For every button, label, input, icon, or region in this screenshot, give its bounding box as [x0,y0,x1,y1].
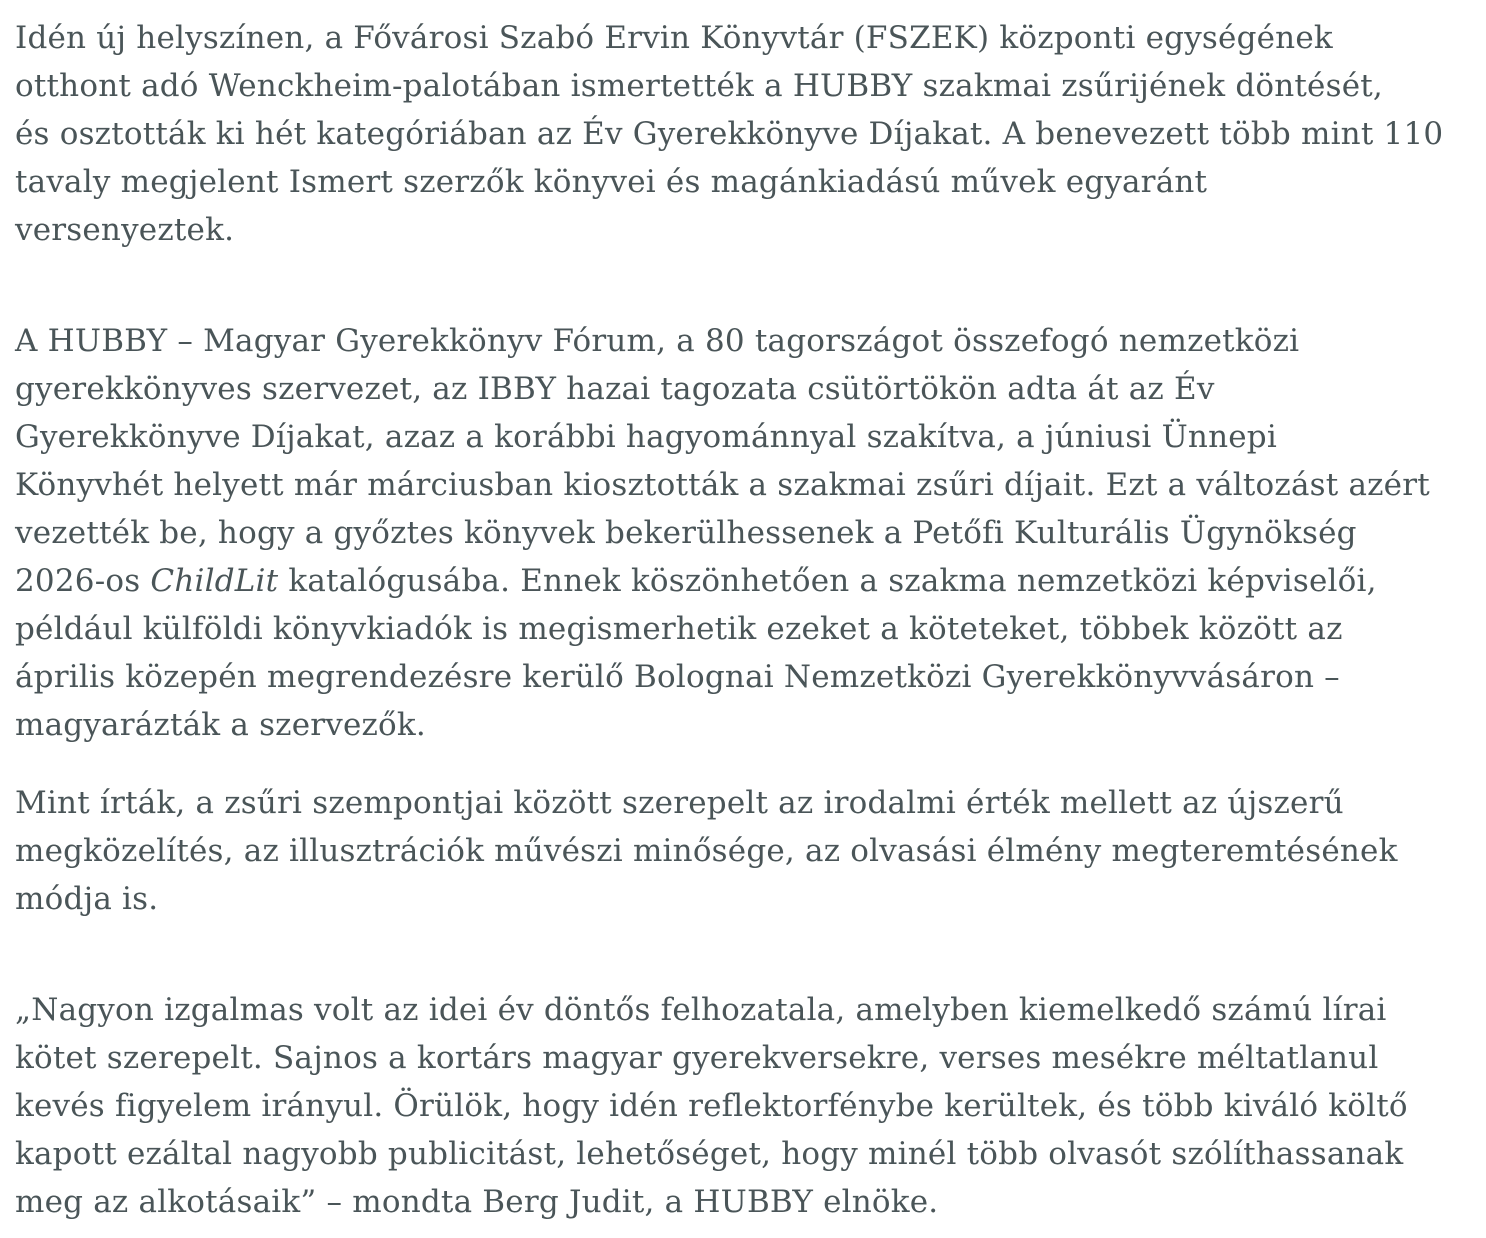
text-line: kötet szerepelt. Sajnos a kortárs magyar gyerekversekre, verses mesékre méltatlanul [15,1040,1379,1076]
text-line: vezették be, hogy a győztes könyvek bekerülhessenek a Petőfi Kulturális Ügynökség [15,515,1357,551]
text-line: Gyerekkönyve Díjakat, azaz a korábbi hagyománnyal szakítva, a júniusi Ünnepi [15,419,1277,455]
text-line: például külföldi könyvkiadók is megismerhetik ezeket a köteteket, többek között az [15,611,1343,647]
text-line: Idén új helyszínen, a Fővárosi Szabó Ervin Könyvtár (FSZEK) központi egységének [15,20,1333,56]
text-line: versenyeztek. [15,212,235,248]
text-line: kevés figyelem irányul. Örülök, hogy idén reflektorfénybe kerültek, és több kiváló költő [15,1088,1408,1124]
text-line: gyerekkönyves szervezet, az IBBY hazai tagozata csütörtökön adta át az Év [15,371,1215,407]
paragraph-intro [15,14,1486,254]
text-line: megközelítés, az illusztrációk művészi minősége, az olvasási élmény megteremtésének [15,833,1398,869]
text-segment: 2026-os [15,563,151,599]
text-segment: katalógusába. Ennek köszönhetően a szakma nemzetközi képviselői, [278,563,1377,599]
text-line: meg az alkotásaik” – mondta Berg Judit, a HUBBY elnöke. [15,1184,939,1220]
text-line: „Nagyon izgalmas volt az idei év döntős felhozatala, amelyben kiemelkedő számú lírai [15,992,1387,1028]
text-line [15,557,1486,605]
text-line: kapott ezáltal nagyobb publicitást, lehetőséget, hogy minél több olvasót szólíthassanak [15,1136,1404,1172]
paragraph-hubby [15,317,1486,749]
paragraph-jury-criteria [15,779,1486,923]
text-line: Könyvhét helyett már márciusban kiosztották a szakmai zsűri díjait. Ezt a változást azért [15,467,1430,503]
text-line: módja is. [15,881,159,917]
catalog-title-italic: ChildLit [150,563,279,599]
text-line: tavaly megjelent Ismert szerzők könyvei és magánkiadású művek egyaránt [15,164,1208,200]
text-line: magyarázták a szervezők. [15,707,426,743]
text-line: április közepén megrendezésre kerülő Bolognai Nemzetközi Gyerekkönyvvásáron – [15,659,1340,695]
text-line: A HUBBY – Magyar Gyerekkönyv Fórum, a 80 tagországot összefogó nemzetközi [15,323,1300,359]
text-line: otthont adó Wenckheim-palotában ismertették a HUBBY szakmai zsűrijének döntését, [15,68,1383,104]
text-line: és osztották ki hét kategóriában az Év Gyerekkönyve Díjakat. A benevezett több mint 110 [15,116,1444,152]
paragraph-quote [15,986,1486,1226]
text-line: Mint írták, a zsűri szempontjai között szerepelt az irodalmi érték mellett az újszerű [15,785,1344,821]
